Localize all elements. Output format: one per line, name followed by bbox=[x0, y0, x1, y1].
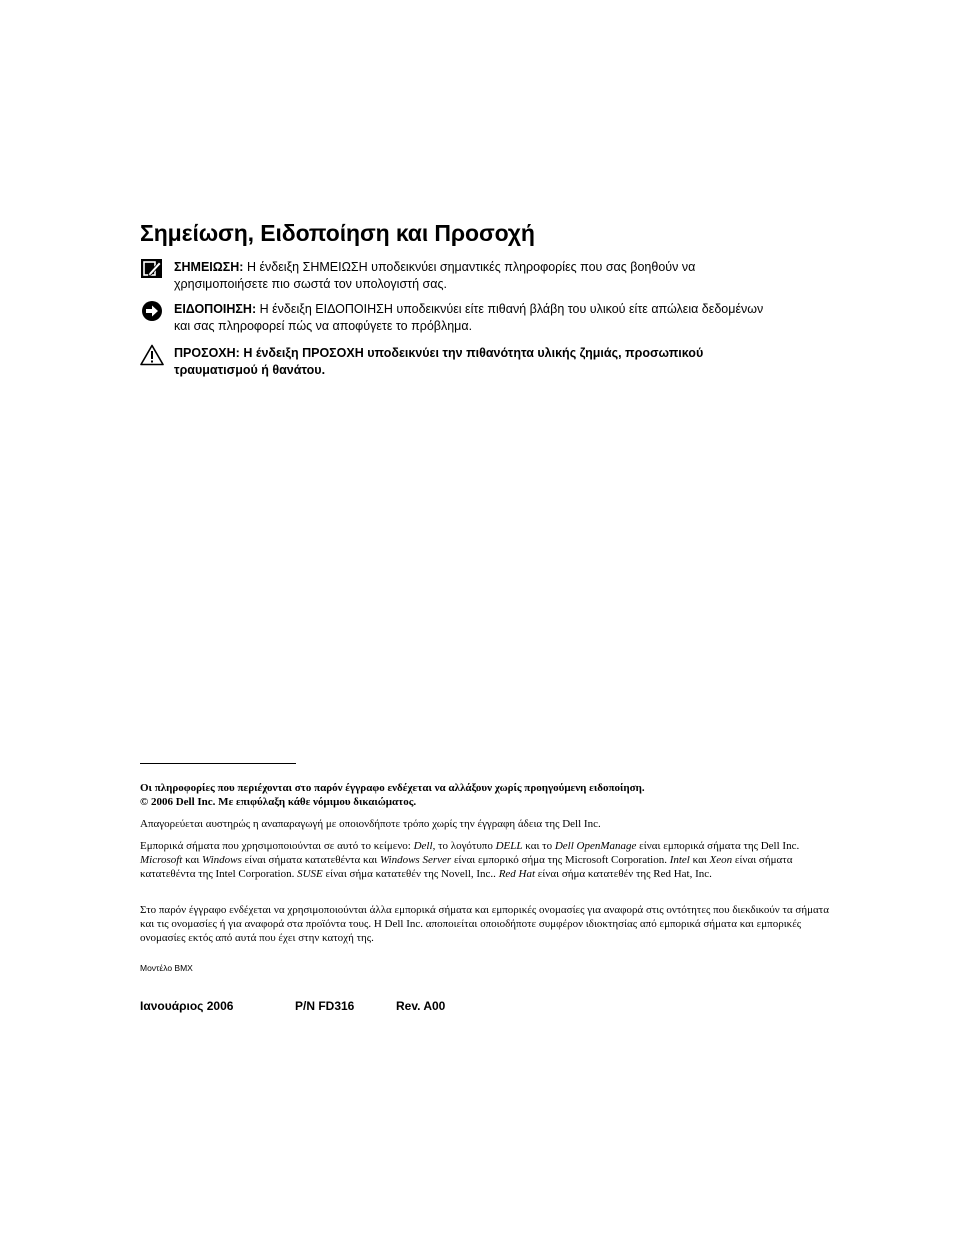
note-text-line1: Η ένδειξη ΣΗΜΕΙΩΣΗ υποδεικνύει σημαντικές πληροφορίες που σας βοηθούν να bbox=[246, 260, 696, 274]
trademark-xeon: Xeon bbox=[709, 854, 733, 866]
trademarks-text: είναι σήματα κατατεθέντα της Intel Corporation. bbox=[140, 854, 793, 880]
caution-notice bbox=[140, 345, 860, 379]
footer-date: Ιανουάριος 2006 bbox=[140, 999, 234, 1013]
caution-text-line2: τραυματισμού ή θανάτου. bbox=[174, 363, 326, 377]
trademarks-text: και το bbox=[522, 840, 555, 852]
pencil-note-icon bbox=[140, 258, 164, 280]
trademark-microsoft: Microsoft bbox=[140, 854, 183, 866]
arrow-circle-icon bbox=[140, 300, 164, 322]
trademark-windows: Windows bbox=[202, 854, 242, 866]
trademarks-text: είναι σήματα κατατεθέντα και bbox=[241, 854, 380, 866]
footer-part-number: P/N FD316 bbox=[295, 999, 355, 1013]
page-title: Σημείωση, Ειδοποίηση και Προσοχή bbox=[140, 220, 535, 246]
caution-text-line1: Η ένδειξη ΠΡΟΣΟΧΗ υποδεικνύει την πιθανότητα υλικής ζημιάς, προσωπικού bbox=[243, 346, 704, 360]
trademarks-text: είναι σήμα κατατεθέν της Red Hat, Inc. bbox=[535, 868, 712, 880]
notice-text-line2: και σας πληροφορεί πώς να αποφύγετε το πρόβλημα. bbox=[174, 319, 473, 333]
legal-notice-block bbox=[140, 781, 840, 809]
trademarks-text: Εμπορικά σήματα που χρησιμοποιούνται σε αυτό το κείμενο: bbox=[140, 840, 414, 852]
footer-revision: Rev. A00 bbox=[396, 999, 446, 1013]
trademark-suse: SUSE bbox=[297, 868, 323, 880]
trademark-dell: Dell bbox=[413, 840, 433, 852]
trademarks-text: είναι εμπορικά σήματα της Dell Inc. bbox=[636, 840, 800, 852]
trademarks-text: και bbox=[182, 854, 203, 866]
trademarks-paragraph bbox=[140, 839, 840, 881]
trademarks-text: , το λογότυπο bbox=[432, 840, 496, 852]
warning-triangle-icon bbox=[140, 344, 164, 366]
reproduction-notice: Απαγορεύεται αυστηρώς η αναπαραγωγή με οποιονδήποτε τρόπο χωρίς την έγγραφη άδεια της Dell Inc. bbox=[140, 818, 601, 830]
trademark-windows-server: Windows Server bbox=[379, 854, 452, 866]
note-label: ΣΗΜΕΙΩΣΗ: bbox=[174, 260, 244, 274]
note-notice bbox=[140, 259, 860, 293]
info-change-notice: Οι πληροφορίες που περιέχονται στο παρόν έγγραφο ενδέχεται να αλλάξουν χωρίς προηγούμενη ειδοποίηση. bbox=[140, 782, 645, 794]
trademarks-text: είναι σήμα κατατεθέν της Novell, Inc.. bbox=[322, 868, 499, 880]
trademark-intel: Intel bbox=[669, 854, 690, 866]
copyright-notice: © 2006 Dell Inc. Με επιφύλαξη κάθε νόμιμου δικαιώματος. bbox=[140, 796, 417, 808]
trademark-openmanage: Dell OpenManage bbox=[554, 840, 637, 852]
caution-label: ΠΡΟΣΟΧΗ: bbox=[174, 346, 240, 360]
footnote-divider bbox=[140, 763, 296, 764]
notice-label: ΕΙΔΟΠΟΙΗΣΗ: bbox=[174, 302, 257, 316]
notice-notice bbox=[140, 301, 860, 335]
notice-text-line1: Η ένδειξη ΕΙΔΟΠΟΙΗΣΗ υποδεικνύει είτε πιθανή βλάβη του υλικού είτε απώλεια δεδομένων bbox=[259, 302, 764, 316]
trademark-redhat: Red Hat bbox=[498, 868, 536, 880]
model-label: Μοντέλο BMX bbox=[140, 963, 193, 973]
note-text-line2: χρησιμοποιήσετε πιο σωστά τον υπολογιστή σας. bbox=[174, 277, 447, 291]
trademarks-text: είναι εμπορικό σήμα της Microsoft Corporation. bbox=[451, 854, 670, 866]
trademarks-text: και bbox=[689, 854, 710, 866]
other-trademarks-paragraph: Στο παρόν έγγραφο ενδέχεται να χρησιμοποιούνται άλλα εμπορικά σήματα και εμπορικές ονομασίες για αναφορά στις οντότητες που διεκδικούν τα σήματα και τις ονομασίες ή για αναφορά στα προϊόντα τους. Η Dell Inc. αποποιείται οποιοδήποτε συμφέρον ιδιοκτησίας από εμπορικά σήματα και εμπορικές ονομασίες εκτός από αυτά που έχει στην κατοχή της. bbox=[140, 904, 829, 944]
trademark-dell-logo: DELL bbox=[495, 840, 523, 852]
